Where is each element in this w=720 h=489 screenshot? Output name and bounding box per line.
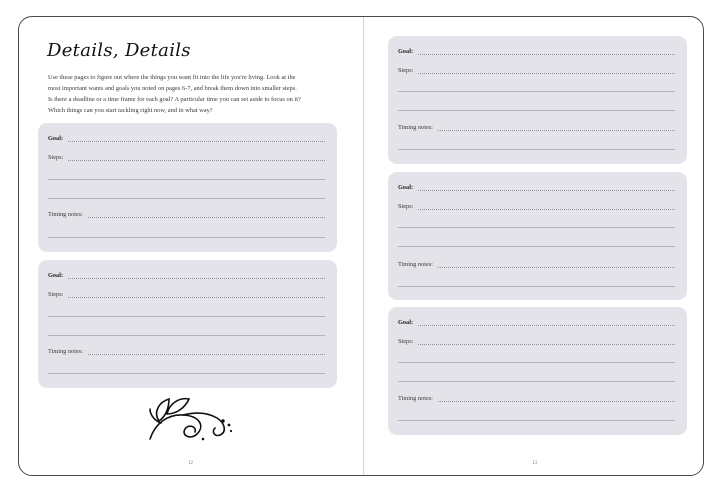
goal-label: Goal: [398, 184, 414, 191]
steps-label: Steps: [398, 338, 414, 345]
page-title: Details, Details [47, 40, 191, 61]
steps-line[interactable] [418, 344, 675, 345]
timing-notes-line[interactable] [438, 401, 675, 402]
writing-line[interactable] [398, 420, 675, 421]
goal-line[interactable] [418, 190, 675, 191]
writing-line[interactable] [48, 335, 325, 336]
timing-notes-label: Timing notes: [398, 261, 433, 268]
writing-line[interactable] [48, 373, 325, 374]
timing-notes-line[interactable] [88, 217, 325, 218]
intro-line: Use these pages to figure out where the things you want fit into the life you're living. Look at the [48, 74, 296, 81]
page-number: 12 [188, 461, 193, 466]
steps-line[interactable] [68, 160, 325, 161]
timing-notes-label: Timing notes: [398, 124, 433, 131]
writing-line[interactable] [48, 237, 325, 238]
intro-line: Which things can you start tackling right now, and in what way? [48, 107, 213, 114]
writing-line[interactable] [398, 286, 675, 287]
timing-notes-label: Timing notes: [48, 211, 83, 218]
goal-line[interactable] [418, 54, 675, 55]
steps-label: Steps: [48, 291, 64, 298]
intro-line: Is there a deadline or a time frame for each goal? A particular time you can set aside to focus on it? [48, 96, 301, 103]
timing-notes-label: Timing notes: [398, 395, 433, 402]
goal-card [388, 36, 687, 164]
writing-line[interactable] [48, 316, 325, 317]
steps-label: Steps: [398, 203, 414, 210]
flourish-icon [145, 390, 235, 444]
intro-text [48, 72, 342, 116]
goal-card [38, 260, 337, 388]
timing-notes-line[interactable] [438, 130, 675, 131]
page-number: 13 [532, 461, 537, 466]
page-gutter [363, 17, 364, 475]
writing-line[interactable] [48, 179, 325, 180]
goal-card [38, 123, 337, 252]
goal-label: Goal: [398, 48, 414, 55]
writing-line[interactable] [398, 110, 675, 111]
goal-label: Goal: [48, 272, 64, 279]
steps-line[interactable] [418, 209, 675, 210]
timing-notes-label: Timing notes: [48, 348, 83, 355]
goal-label: Goal: [48, 135, 64, 142]
writing-line[interactable] [398, 149, 675, 150]
steps-label: Steps: [398, 67, 414, 74]
goal-line[interactable] [68, 278, 325, 279]
writing-line[interactable] [48, 198, 325, 199]
intro-line: most important wants and goals you noted on pages 6-7, and break them down into smaller steps. [48, 85, 297, 92]
steps-label: Steps: [48, 154, 64, 161]
goal-line[interactable] [418, 325, 675, 326]
goal-label: Goal: [398, 319, 414, 326]
writing-line[interactable] [398, 91, 675, 92]
writing-line[interactable] [398, 381, 675, 382]
writing-line[interactable] [398, 246, 675, 247]
goal-line[interactable] [68, 141, 325, 142]
writing-line[interactable] [398, 362, 675, 363]
writing-line[interactable] [398, 227, 675, 228]
timing-notes-line[interactable] [438, 267, 675, 268]
workbook-spread [18, 16, 704, 476]
steps-line[interactable] [418, 73, 675, 74]
steps-line[interactable] [68, 297, 325, 298]
timing-notes-line[interactable] [88, 354, 325, 355]
goal-card [388, 172, 687, 300]
goal-card [388, 307, 687, 435]
